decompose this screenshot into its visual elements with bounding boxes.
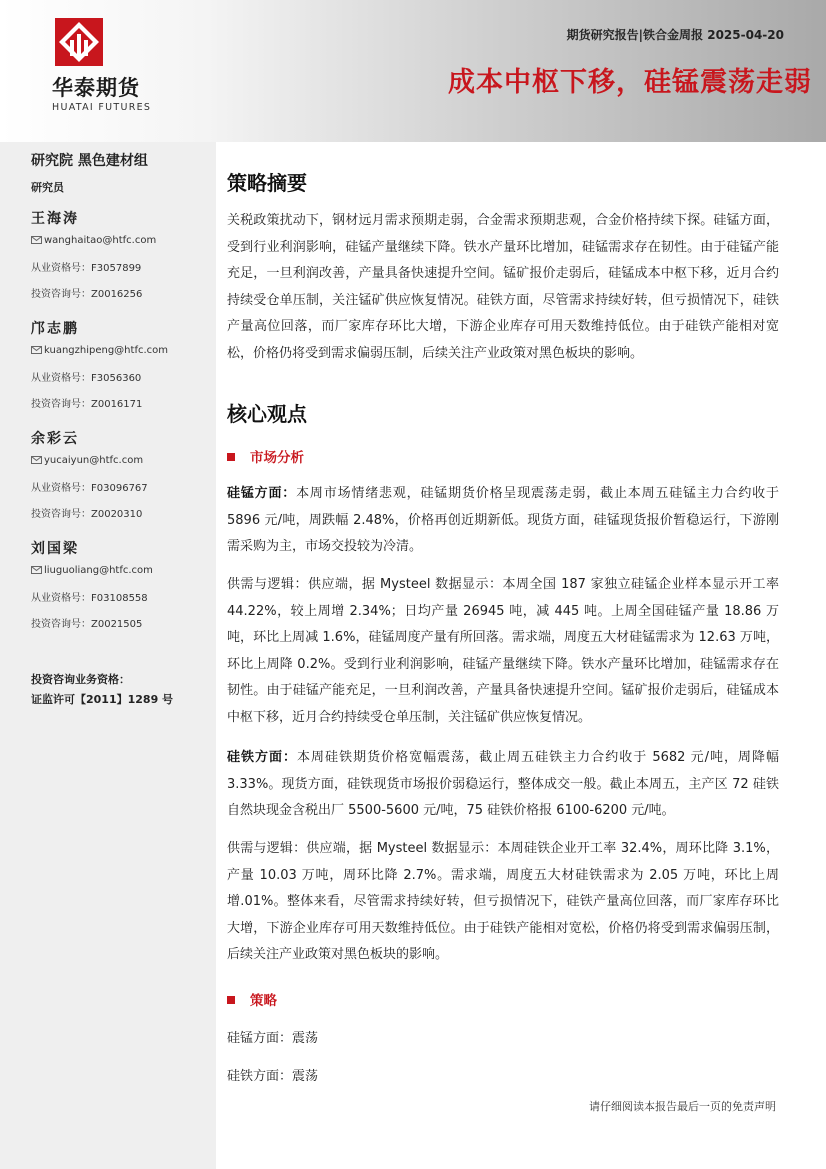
analyst-name: 王海涛 bbox=[31, 211, 79, 227]
ferrosilicon-label: 硅铁方面： bbox=[227, 750, 298, 765]
market-analysis-heading bbox=[227, 446, 304, 466]
logo-chinese-name: 华泰期货 bbox=[52, 76, 140, 100]
analyst-qualification: 从业资格号：F3056360 bbox=[31, 373, 142, 384]
company-logo bbox=[52, 18, 152, 113]
analyst-investment-id: 投资咨询号：Z0020310 bbox=[31, 509, 143, 520]
mail-icon bbox=[31, 566, 42, 574]
report-header bbox=[0, 0, 826, 142]
market-analysis-label: 市场分析 bbox=[250, 450, 304, 466]
analyst-name: 邝志鹏 bbox=[31, 321, 79, 337]
role-label: 研究员 bbox=[31, 181, 64, 194]
manganese-label: 硅锰方面： bbox=[227, 486, 297, 501]
mail-icon bbox=[31, 346, 42, 354]
red-square-bullet-icon bbox=[227, 996, 235, 1004]
license-label: 投资咨询业务资格： bbox=[31, 673, 130, 686]
mail-icon bbox=[31, 236, 42, 244]
analyst-email[interactable] bbox=[31, 455, 143, 466]
license-number: 证监许可【2011】1289 号 bbox=[31, 693, 174, 706]
analyst-name: 刘国梁 bbox=[31, 541, 79, 557]
analyst-sidebar bbox=[0, 142, 216, 1169]
logo-english-name: HUATAI FUTURES bbox=[52, 102, 152, 113]
analyst-name: 余彩云 bbox=[31, 431, 79, 447]
analyst-investment-id: 投资咨询号：Z0016171 bbox=[31, 399, 143, 410]
analyst-email-text[interactable]: kuangzhipeng@htfc.com bbox=[44, 345, 168, 356]
manganese-market-paragraph bbox=[227, 481, 779, 561]
analyst-email[interactable] bbox=[31, 345, 168, 356]
analyst-investment-id: 投资咨询号：Z0021505 bbox=[31, 619, 143, 630]
red-square-bullet-icon bbox=[227, 453, 235, 461]
analyst-email-text[interactable]: yucaiyun@htfc.com bbox=[44, 455, 144, 466]
analyst-email-text[interactable]: liuguoliang@htfc.com bbox=[44, 565, 153, 576]
analyst-email[interactable] bbox=[31, 235, 156, 246]
mail-icon bbox=[31, 456, 42, 464]
strategy-ferrosilicon: 硅铁方面：震荡 bbox=[227, 1069, 319, 1084]
analyst-qualification: 从业资格号：F03108558 bbox=[31, 593, 148, 604]
ferrosilicon-market-paragraph bbox=[227, 745, 779, 825]
report-meta: 期货研究报告|铁合金周报 2025-04-20 bbox=[566, 28, 784, 42]
analyst-email[interactable] bbox=[31, 565, 153, 576]
report-title: 成本中枢下移，硅锰震荡走弱 bbox=[448, 67, 812, 98]
manganese-market-text: 本周市场情绪悲观，硅锰期货价格呈现震荡走弱，截止本周五硅锰主力合约收于 5896 元/吨，周跌幅 2.48%，价格再创近期新低。现货方面，硅锰现货报价暂稳运行，下游刚需采购为主，市场交投较为冷清。 bbox=[227, 486, 779, 554]
department-label: 研究院 黑色建材组 bbox=[31, 153, 148, 169]
disclaimer-note: 请仔细阅读本报告最后一页的免责声明 bbox=[589, 1100, 776, 1113]
strategy-manganese: 硅锰方面：震荡 bbox=[227, 1031, 319, 1046]
ferrosilicon-logic-paragraph: 供需与逻辑：供应端，据 Mysteel 数据显示：本周硅铁企业开工率 32.4%，周环比降 3.1%，产量 10.03 万吨，周环比降 2.7%。需求端，周度五大材硅铁需求为 2.05 万吨，环比上周增.01%。整体来看，尽管需求持续好转，但亏损情况下，硅铁产量高位回落，而厂家库存环比大增，下游企业库存可用天数维持低位。由于硅铁产能相对宽松，价格仍将受到需求偏弱压制，后续关注产业政策对黑色板块的影响。 bbox=[227, 841, 779, 962]
analyst-email-text[interactable]: wanghaitao@htfc.com bbox=[44, 235, 157, 246]
core-view-heading: 核心观点 bbox=[227, 402, 307, 426]
license-info bbox=[31, 670, 173, 710]
analyst-qualification: 从业资格号：F03096767 bbox=[31, 483, 148, 494]
ferrosilicon-market-text: 本周硅铁期货价格宽幅震荡，截止周五硅铁主力合约收于 5682 元/吨，周降幅 3.33%。现货方面，硅铁现货市场报价弱稳运行，整体成交一般。截止本周五，主产区 72 硅铁自然块现金含税出厂 5500-5600 元/吨，75 硅铁价格报 6100-6200 元/吨。 bbox=[227, 750, 779, 818]
summary-paragraph: 关税政策扰动下，钢材远月需求预期走弱，合金需求预期悲观，合金价格持续下探。硅锰方面，受到行业利润影响，硅锰产量继续下降。铁水产量环比增加，硅锰需求存在韧性。由于硅锰产能充足，一旦利润改善，产量具备快速提升空间。锰矿报价走弱后，硅锰成本中枢下移，近月合约持续受仓单压制，关注锰矿供应恢复情况。硅铁方面，尽管需求持续好转，但亏损情况下，硅铁产量高位回落，而厂家库存环比大增，下游企业库存可用天数维持低位。由于硅铁产能相对宽松，价格仍将受到需求偏弱压制，后续关注产业政策对黑色板块的影响。 bbox=[227, 213, 779, 361]
manganese-logic-paragraph: 供需与逻辑：供应端，据 Mysteel 数据显示：本周全国 187 家独立硅锰企业样本显示开工率 44.22%，较上周增 2.34%；日均产量 26945 吨，减 445 吨。上周全国硅锰产量 18.86 万吨，环比上周减 1.6%，硅锰周度产量有所回落。需求端，周度五大材硅锰需求为 12.63 万吨，环比上周降 0.2%。受到行业利润影响，硅锰产量继续下降。铁水产量环比增加，硅锰需求存在韧性。由于硅锰产能充足，一旦利润改善，产量具备快速提升空间。锰矿报价走弱后，硅锰成本中枢下移，近月合约持续受仓单压制，关注锰矿供应恢复情况。 bbox=[227, 577, 779, 725]
strategy-heading bbox=[227, 989, 277, 1009]
analyst-investment-id: 投资咨询号：Z0016256 bbox=[31, 289, 143, 300]
summary-heading: 策略摘要 bbox=[227, 171, 307, 195]
analyst-qualification: 从业资格号：F3057899 bbox=[31, 263, 142, 274]
huatai-logo-icon bbox=[55, 18, 103, 66]
strategy-label: 策略 bbox=[250, 993, 277, 1009]
